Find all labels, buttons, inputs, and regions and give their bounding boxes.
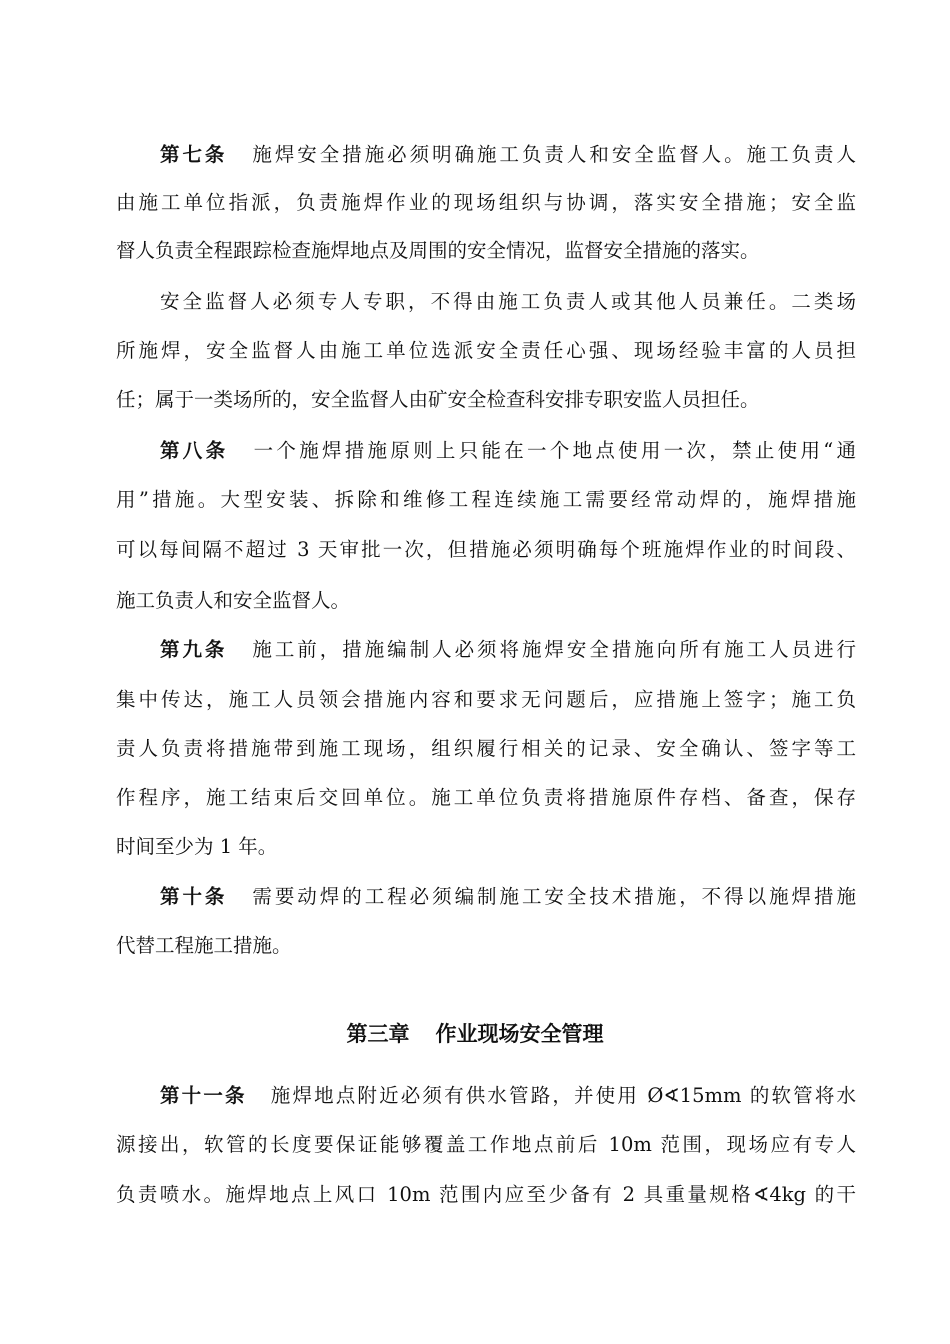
- paragraph-line: 集中传达，施工人员领会措施内容和要求无问题后，应措施上签字；施工负: [116, 688, 856, 711]
- paragraph-line: 第七条 施焊安全措施必须明确施工负责人和安全监督人。施工负责人: [160, 143, 856, 166]
- article-number: 第十一条: [160, 1084, 247, 1107]
- paragraph-line: 由施工单位指派，负责施焊作业的现场组织与协调，落实安全措施；安全监: [116, 191, 856, 214]
- article-number: 第十条: [160, 885, 228, 908]
- chapter-heading: [0, 1021, 950, 1047]
- chapter-title: 作业现场安全管理: [435, 1022, 604, 1046]
- paragraph-line: 督人负责全程跟踪检查施焊地点及周围的安全情况，监督安全措施的落实。: [116, 239, 760, 262]
- paragraph-line: 用”措施。大型安装、拆除和维修工程连续施工需要经常动焊的，施焊措施: [116, 488, 856, 511]
- paragraph-line: 代替工程施工措施。: [116, 934, 292, 957]
- paragraph-line: 所施焊，安全监督人由施工单位选派安全责任心强、现场经验丰富的人员担: [116, 339, 856, 362]
- paragraph-line: 时间至少为 1 年。: [116, 835, 278, 858]
- paragraph-line: 责人负责将措施带到施工现场，组织履行相关的记录、安全确认、签字等工: [116, 737, 856, 760]
- article-number: 第九条: [160, 638, 228, 661]
- paragraph-line: 施工负责人和安全监督人。: [116, 589, 351, 612]
- paragraph-line: 第十一条 施焊地点附近必须有供水管路，并使用 Ø∢15mm 的软管将水: [160, 1084, 856, 1107]
- chapter-number: 第三章: [346, 1022, 410, 1046]
- paragraph-line: 第九条 施工前，措施编制人必须将施焊安全措施向所有施工人员进行: [160, 638, 856, 661]
- paragraph-line: 源接出，软管的长度要保证能够覆盖工作地点前后 10m 范围，现场应有专人: [116, 1133, 856, 1156]
- paragraph-line: 第八条 一个施焊措施原则上只能在一个地点使用一次，禁止使用“通: [160, 439, 856, 462]
- article-number: 第八条: [160, 439, 229, 462]
- article-number: 第七条: [160, 143, 228, 166]
- paragraph-line: 任；属于一类场所的，安全监督人由矿安全检查科安排专职安监人员担任。: [116, 388, 760, 411]
- paragraph-line: 第十条 需要动焊的工程必须编制施工安全技术措施，不得以施焊措施: [160, 885, 856, 908]
- paragraph-line: 安全监督人必须专人专职，不得由施工负责人或其他人员兼任。二类场: [160, 290, 856, 313]
- paragraph-line: 作程序，施工结束后交回单位。施工单位负责将措施原件存档、备查，保存: [116, 786, 856, 809]
- paragraph-line: 可以每间隔不超过 3 天审批一次，但措施必须明确每个班施焊作业的时间段、: [116, 538, 856, 561]
- paragraph-line: 负责喷水。施焊地点上风口 10m 范围内应至少备有 2 具重量规格∢4kg 的干: [116, 1183, 856, 1206]
